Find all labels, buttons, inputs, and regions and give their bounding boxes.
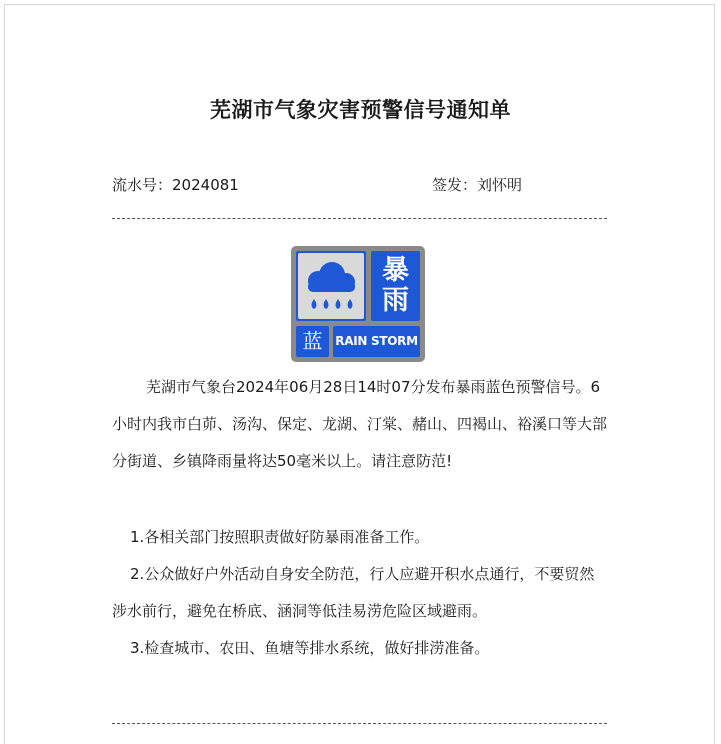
- rainstorm-characters: [371, 251, 420, 321]
- char-bao: 暴: [382, 255, 409, 286]
- rainstorm-cloud-icon: [296, 251, 366, 321]
- cloud-panel: [296, 251, 366, 321]
- level-label: 蓝: [296, 326, 329, 357]
- signer-label: 签发：: [432, 176, 478, 194]
- signer-name: 刘怀明: [477, 176, 523, 194]
- bottom-separator: [112, 723, 607, 724]
- list-item: 3.检查城市、农田、鱼塘等排水系统，做好排涝准备。: [130, 639, 490, 657]
- serial-number: 2024081: [172, 176, 239, 194]
- top-separator: [112, 218, 607, 219]
- signer-line: [432, 174, 522, 195]
- list-item: 2.公众做好户外活动自身安全防范，行人应避开积水点通行，不要贸然涉水前行，避免在桥底、涵洞等低洼易涝危险区域避雨。: [112, 565, 595, 620]
- page-title: 芜湖市气象灾害预警信号通知单: [210, 97, 511, 122]
- list-item: 1.各相关部门按照职责做好防暴雨准备工作。: [130, 528, 430, 546]
- main-paragraph: 芜湖市气象台2024年06月28日14时07分发布暴雨蓝色预警信号。6小时内我市白茆、汤沟、保定、龙湖、汀棠、赭山、四褐山、裕溪口等大部分街道、乡镇降雨量将达50毫米以上。请注意防范!: [112, 378, 608, 470]
- rainstorm-blue-warning-badge: [291, 246, 425, 362]
- english-label: RAIN STORM: [333, 326, 420, 357]
- serial-number-line: [112, 174, 239, 195]
- char-yu: 雨: [382, 285, 409, 316]
- serial-label: 流水号：: [112, 176, 173, 194]
